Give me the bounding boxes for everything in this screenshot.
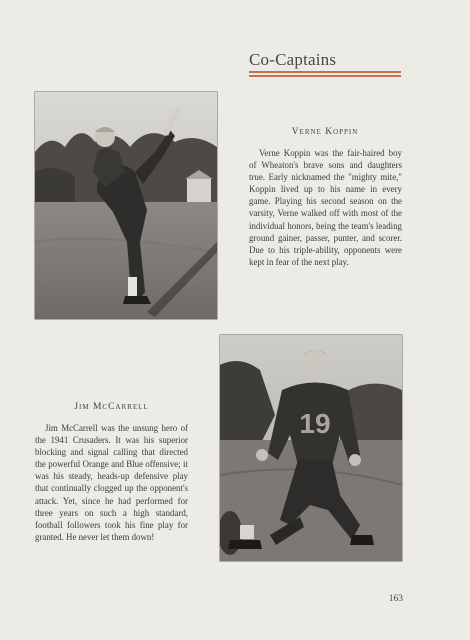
- page-number: 163: [388, 594, 403, 604]
- title-rule-bottom: [249, 75, 401, 77]
- photo-jim-mccarrell: [220, 335, 402, 561]
- photo-verne-koppin: [35, 92, 217, 319]
- page-title: Co-Captains: [249, 50, 337, 69]
- player-bio-mccarrell: Jim McCarrell was the unsung hero of the 1941 Crusaders. It was his superior blocking and signal calling that directed the powerful Orange and Blue offensive; it was his steady, heads-up defensive play that continually clogged up the opponent's attack. Yet, since he had performed for three years on such a high standard, football followers took his fine play for granted. He never let them down!: [35, 423, 188, 542]
- title-rule-top: [249, 71, 401, 73]
- player-name-koppin: Verne Koppin: [291, 127, 359, 137]
- player-name-mccarrell: Jim McCarrell: [74, 402, 149, 412]
- jersey-number: 19: [299, 408, 331, 439]
- player-bio-koppin: Verne Koppin was the fair-haired boy of Wheaton's brave sons and daughters true. Early nicknamed the "mighty mite," Koppin lived up to his name in every game. Playing his second season on the varsity, Verne walked off with most of the individual honors, being the team's leading ground gainer, passer, punter, and scorer. Due to his triple-ability, opponents were kept in fear of the next play.: [249, 148, 402, 267]
